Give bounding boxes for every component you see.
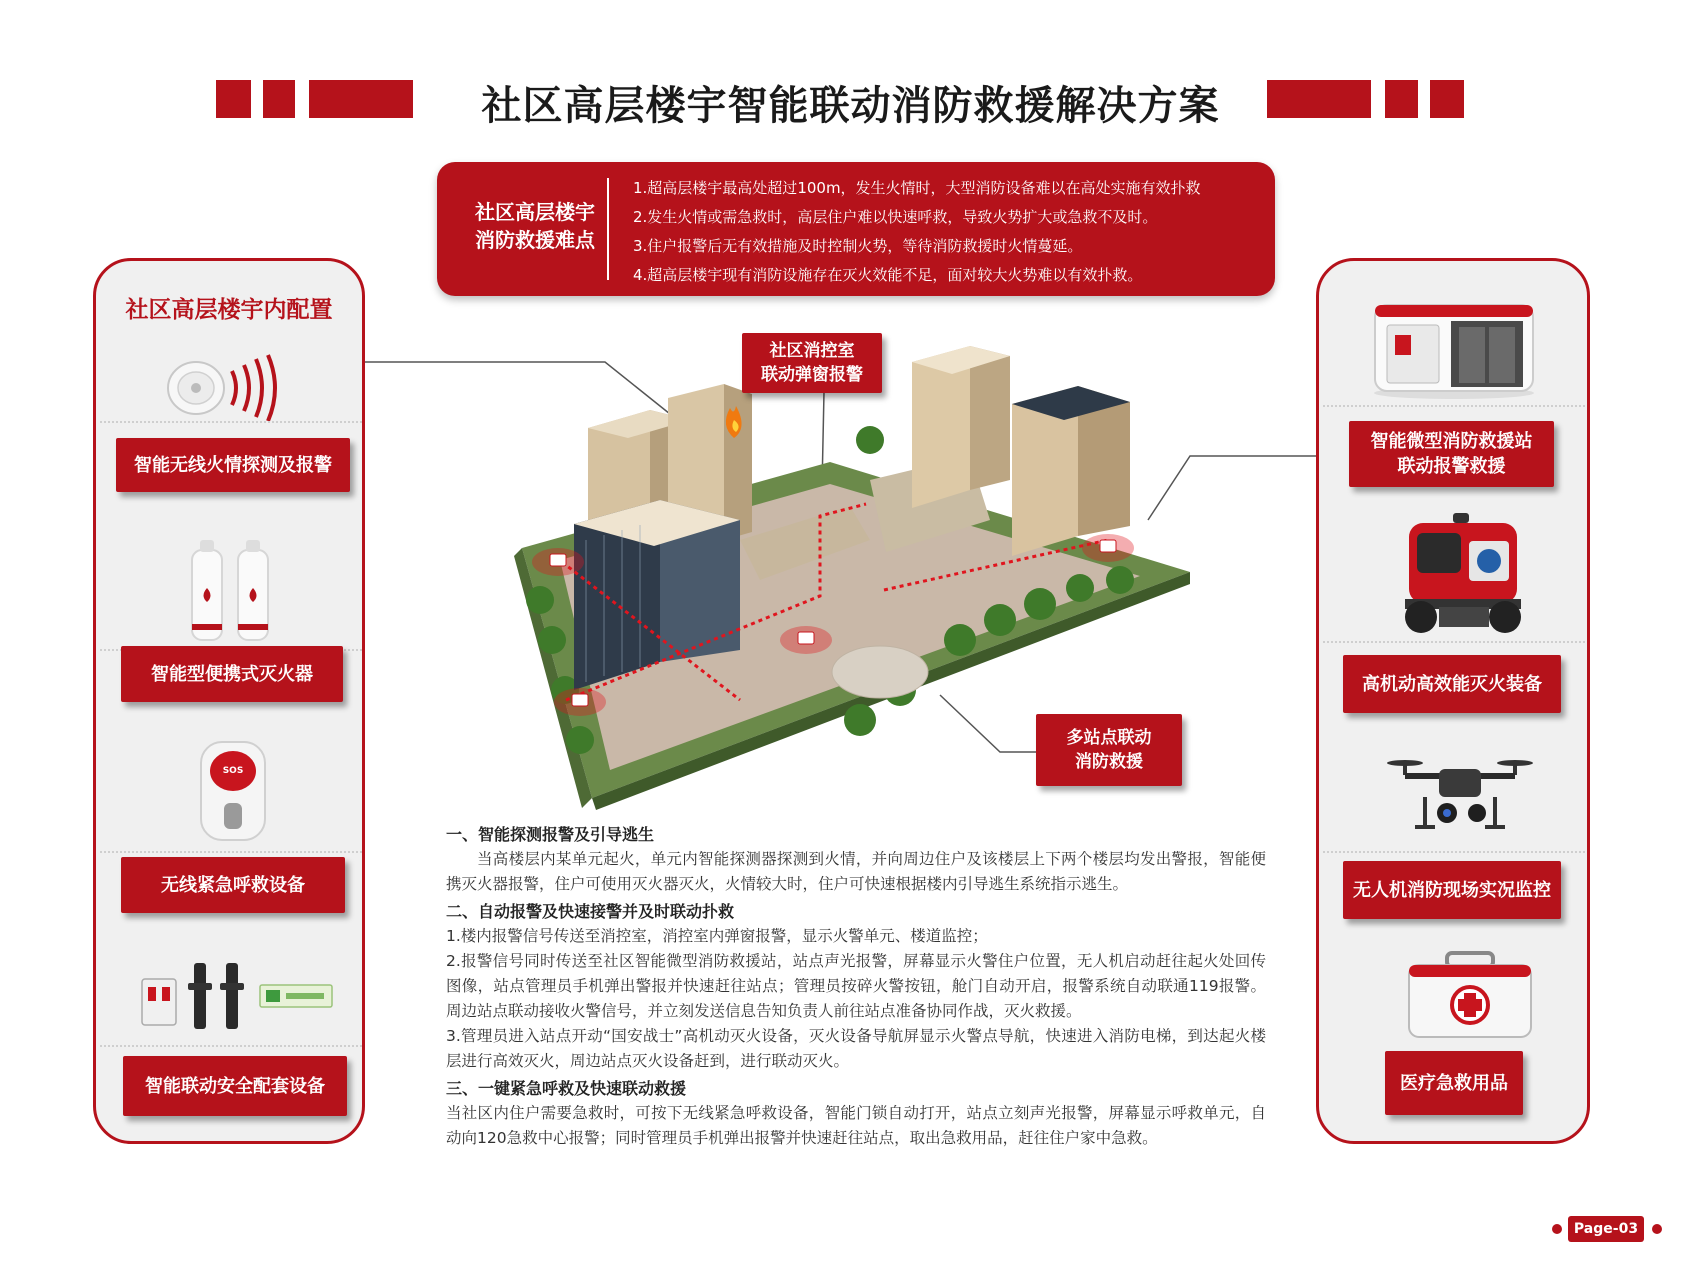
station-marker	[554, 688, 606, 716]
difficulty-title-line1: 社区高层楼宇	[475, 200, 595, 224]
section-paragraph: 当社区内住户需要急救时，可按下无线紧急呼救设备，智能门锁自动打开，站点立刻声光报警，屏幕显示呼救单元，自动向120急救中心报警；同时管理员手机弹出报警并快速赶往站点，取出急救用品，赶往住户家中急救。	[446, 1104, 1266, 1147]
left-panel-title: 社区高层楼宇内配置	[125, 297, 333, 323]
tag-drone-monitoring: 无人机消防现场实况监控	[1343, 861, 1561, 919]
callout-multi-station-line2: 消防救援	[1075, 752, 1143, 772]
section-paragraph: 2.报警信号同时传送至社区智能微型消防救援站，站点声光报警，屏幕显示火警住户位置，无人机启动赶往起火处回传图像，站点管理员手机弹出警报并快速赶往站点；管理员按碎火警按钮，舱门自动开启，报警系统自动联通119报警。周边站点联动接收火警信号，并立刻发送信息告知负责人前往站点准备协同作战，灭火救援。	[446, 952, 1266, 1020]
tag-micro-fire-station-line1: 智能微型消防救援站	[1370, 431, 1533, 452]
section-heading: 一、智能探测报警及引导逃生	[446, 825, 655, 844]
section-paragraph: 1.楼内报警信号传送至消控室，消控室内弹窗报警，显示火警单元、楼道监控；	[446, 927, 988, 945]
tag-wireless-emergency-call: 无线紧急呼救设备	[121, 857, 345, 913]
tag-high-mobility-equipment: 高机动高效能灭火装备	[1343, 655, 1561, 713]
tag-portable-extinguisher: 智能型便携式灭火器	[121, 646, 343, 702]
callout-control-room	[742, 333, 882, 393]
station-marker	[532, 548, 584, 576]
station-marker	[780, 626, 832, 654]
section-paragraph: 当高楼层内某单元起火，单元内智能探测器探测到火情，并向周边住户及该楼层上下两个楼层均发出警报，智能便携灭火器报警，住户可使用灭火器灭火，火情较大时，住户可快速根据楼内引导逃生系统指示逃生。	[446, 850, 1266, 893]
station-marker	[1082, 534, 1134, 562]
solution-description	[446, 822, 1266, 1151]
page-dot-right	[1652, 1224, 1662, 1234]
callout-multi-station-line1: 多站点联动	[1066, 728, 1152, 748]
tag-wireless-fire-detection: 智能无线火情探测及报警	[116, 438, 350, 492]
page-title: 社区高层楼宇智能联动消防救援解决方案	[481, 83, 1220, 129]
callout-multi-station	[1036, 714, 1182, 786]
difficulty-item: 1.超高层楼宇最高处超过100m，发生火情时，大型消防设备难以在高处实施有效扑救	[633, 179, 1201, 197]
tag-micro-fire-station-line2: 联动报警救援	[1397, 456, 1506, 477]
difficulty-item: 2.发生火情或需急救时，高层住户难以快速呼救，导致火势扩大或急救不及时。	[633, 208, 1158, 226]
callout-control-room-line1: 社区消控室	[769, 341, 855, 361]
difficulty-title-line2: 消防救援难点	[475, 228, 595, 252]
sos-red-button: SOS	[210, 751, 256, 791]
section-paragraph: 3.管理员进入站点开动“国安战士”高机动灭火设备，灭火设备导航屏显示火警点导航，快速进入消防电梯，到达起火楼层进行高效灭火，周边站点灭火设备赶到，进行联动灭火。	[446, 1027, 1266, 1070]
section-heading: 三、一键紧急呼救及快速联动救援	[446, 1079, 687, 1098]
page-dot-left	[1552, 1224, 1562, 1234]
callout-control-room-line2: 联动弹窗报警	[761, 365, 863, 385]
section-heading: 二、自动报警及快速接警并及时联动扑救	[446, 902, 735, 921]
page-number: Page-03	[1568, 1216, 1644, 1242]
difficulty-item: 3.住户报警后无有效措施及时控制火势，等待消防救援时火情蔓延。	[633, 237, 1083, 255]
difficulty-item: 4.超高层楼宇现有消防设施存在灭火效能不足，面对较大火势难以有效扑救。	[633, 266, 1143, 284]
tag-safety-devices: 智能联动安全配套设备	[123, 1056, 347, 1116]
tag-medical-supplies: 医疗急救用品	[1385, 1051, 1523, 1115]
